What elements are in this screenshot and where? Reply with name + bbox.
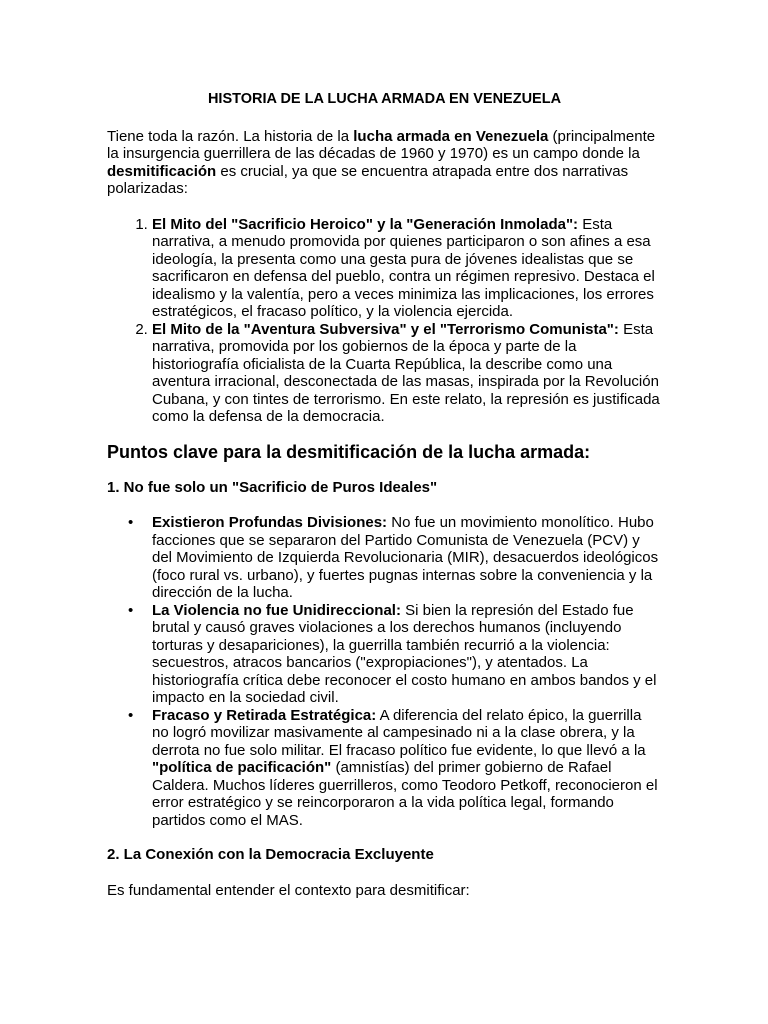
bullet-icon: • <box>128 706 134 724</box>
intro-bold-2: desmitificación <box>107 162 217 180</box>
myths-list <box>107 216 662 426</box>
closing-paragraph: Es fundamental entender el contexto para desmitificar: <box>107 881 470 899</box>
key-point-item <box>128 514 662 602</box>
myth-item <box>152 321 662 426</box>
intro-paragraph <box>107 128 662 198</box>
myth-text: Esta narrativa, promovida por los gobiernos de la época y parte de la historiografía oficialista de la Cuarta República, la describe como una aventura irracional, desconectada de las masas, inspirada por la Revolución Cubana, y con tintes de terrorismo. En este relato, la represión es justificada como la defensa de la democracia. <box>152 320 660 425</box>
key-point-heading: Existieron Profundas Divisiones: <box>152 514 388 531</box>
key-point-text: A diferencia del relato épico, la guerrilla no logró movilizar masivamente al campesinado ni a la clase obrera, y la derrota no fue solo militar. El fracaso político fue evidente, lo que llevó a la <box>152 706 646 759</box>
key-point-heading: La Violencia no fue Unidireccional: <box>152 601 401 619</box>
key-point-bold: "política de pacificación" <box>152 759 332 776</box>
intro-text-3: es crucial, ya que se encuentra atrapada entre dos narrativas polarizadas: <box>107 162 629 197</box>
document-title: HISTORIA DE LA LUCHA ARMADA EN VENEZUELA <box>207 91 562 107</box>
subsection-heading-1: 1. No fue solo un "Sacrificio de Puros Ideales" <box>107 478 438 496</box>
intro-text-1: Tiene toda la razón. La historia de la <box>107 127 354 145</box>
myth-heading: El Mito de la "Aventura Subversiva" y el "Terrorismo Comunista": <box>152 320 619 338</box>
myth-item <box>152 216 662 321</box>
key-point-text: Si bien la represión del Estado fue brutal y causó graves violaciones a los derechos humanos (incluyendo torturas y desapariciones), la guerrilla también recurrió a la violencia: secuestros, atracos bancarios ("expropiaciones"), y atentados. La historiografía crítica debe reconocer el costo humano en ambos bandos y el impacto en la sociedad civil. <box>152 601 657 706</box>
bullet-icon: • <box>128 514 134 531</box>
key-point-item <box>128 601 662 707</box>
bullet-icon: • <box>128 601 134 619</box>
subsection-heading-2: 2. La Conexión con la Democracia Excluyente <box>107 846 434 863</box>
key-points-list <box>107 514 662 829</box>
key-point-heading: Fracaso y Retirada Estratégica: <box>152 706 377 724</box>
section-heading: Puntos clave para la desmitificación de la lucha armada: <box>107 441 591 462</box>
key-point-item <box>128 706 662 830</box>
intro-text-2: (principalmente la insurgencia guerrillera de las décadas de 1960 y 1970) es un campo donde la <box>107 127 656 162</box>
intro-bold-1: lucha armada en Venezuela <box>353 127 549 145</box>
key-point-text: No fue un movimiento monolítico. Hubo facciones que se separaron del Partido Comunista de Venezuela (PCV) y del Movimiento de Izquierda Revolucionaria (MIR), desacuerdos ideológicos (foco rural vs. urbano), y fuertes pugnas internas sobre la conveniencia y la dirección de la lucha. <box>152 514 659 601</box>
key-point-text: (amnistías) del primer gobierno de Rafael Caldera. Muchos líderes guerrilleros, como Teodoro Petkoff, reconocieron el error estratégico y se reincorporaron a la vida política legal, formando partidos como el MAS. <box>152 759 658 829</box>
myth-text: Esta narrativa, a menudo promovida por quienes participaron o son afines a esa ideología, la presenta como una gesta pura de jóvenes idealistas que se sacrificaron en defensa del pueblo, contra un régimen represivo. Destaca el idealismo y la valentía, pero a veces minimiza las implicaciones, los errores estratégicos, el fracaso político, y la violencia ejercida. <box>152 215 655 320</box>
myth-heading: El Mito del "Sacrificio Heroico" y la "Generación Inmolada": <box>152 215 579 233</box>
